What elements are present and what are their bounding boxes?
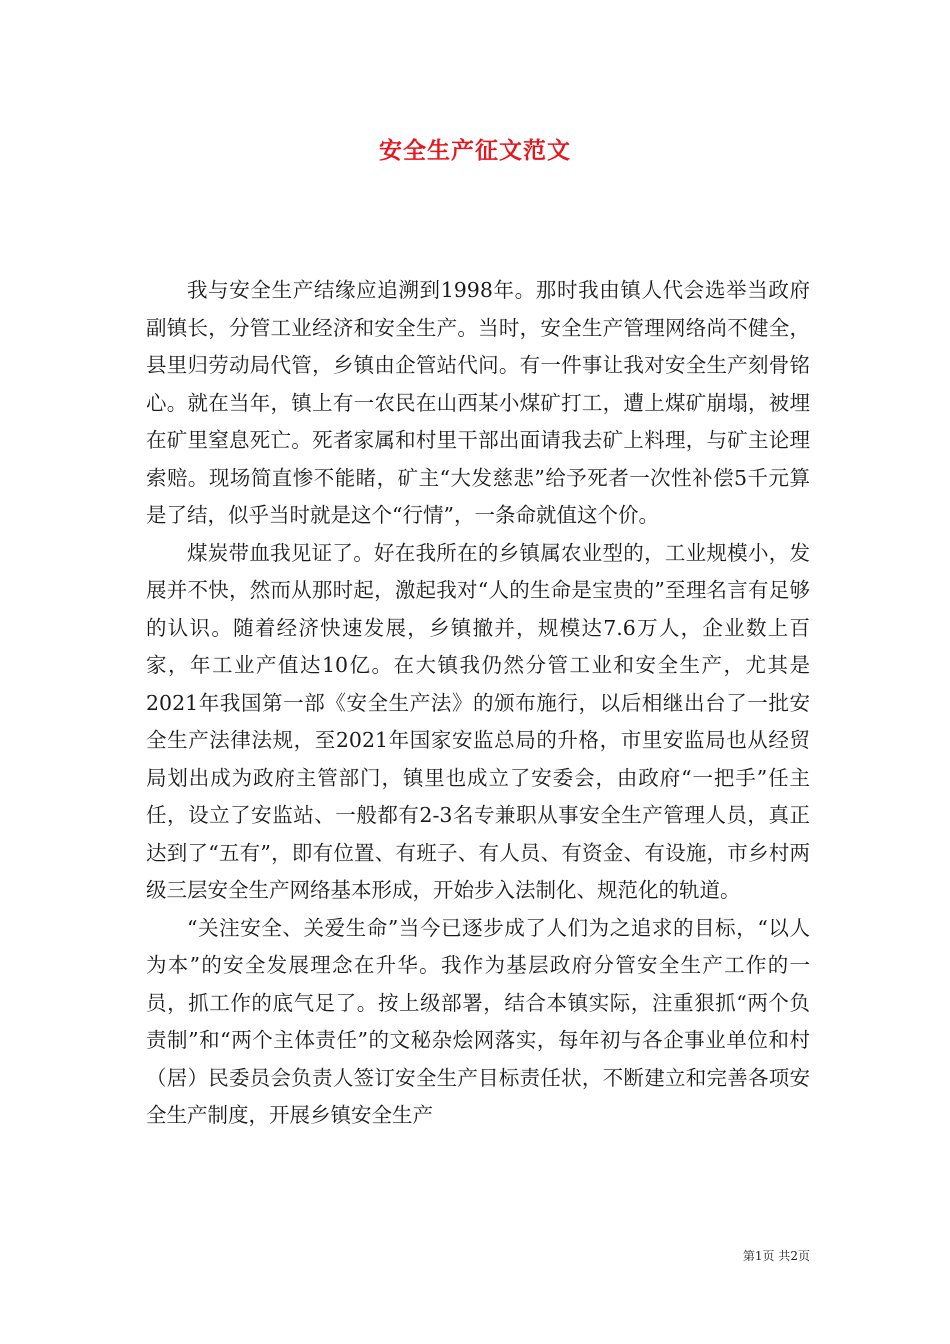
page-number-footer: 第1页 共2页 (742, 1249, 810, 1263)
paragraph-2: 煤炭带血我见证了。好在我所在的乡镇属农业型的，工业规模小，发展并不快，然而从那时起，激起我对“人的生命是宝贵的”至理名言有足够的认识。随着经济快速发展，乡镇撤并，规模达7.6万人，企业数上百家，年工业产值达10亿。在大镇我仍然分管工业和安全生产，尤其是2021年我国第一部《安全生产法》的颁布施行，以后相继出台了一批安全生产法律法规，至2021年国家安监总局的升格，市里安监局也从经贸局划出成为政府主管部门，镇里也成立了安委会，由政府“一把手”任主任，设立了安监站、一般都有2-3名专兼职从事安全生产管理人员，真正达到了“五有”，即有位置、有班子、有人员、有资金、有设施，市乡村两级三层安全生产网络基本形成，开始步入法制化、规范化的轨道。 (146, 540, 810, 902)
paragraph-1: 我与安全生产结缘应追溯到1998年。那时我由镇人代会选举当政府副镇长，分管工业经济和安全生产。当时，安全生产管理网络尚不健全，县里归劳动局代管，乡镇由企管站代问。有一件事让我对安全生产刻骨铭心。就在当年，镇上有一农民在山西某小煤矿打工，遭上煤矿崩塌，被埋在矿里窒息死亡。死者家属和村里干部出面请我去矿上料理，与矿主论理索赔。现场简直惨不能睹，矿主“大发慈悲”给予死者一次性补偿5千元算是了结，似乎当时就是这个“行情”，一条命就值这个价。 (146, 278, 810, 527)
document-body (146, 272, 810, 1135)
paragraph-3: “关注安全、关爱生命”当今已逐步成了人们为之追求的目标，“以人为本”的安全发展理念在升华。我作为基层政府分管安全生产工作的一员，抓工作的底气足了。按上级部署，结合本镇实际，注重狠抓“两个负责制”和“两个主体责任”的文秘杂烩网落实，每年初与各企事业单位和村（居）民委员会负责人签订安全生产目标责任状，不断建立和完善各项安全生产制度，开展乡镇安全生产 (146, 915, 810, 1127)
document-title: 安全生产征文范文 (379, 137, 571, 164)
